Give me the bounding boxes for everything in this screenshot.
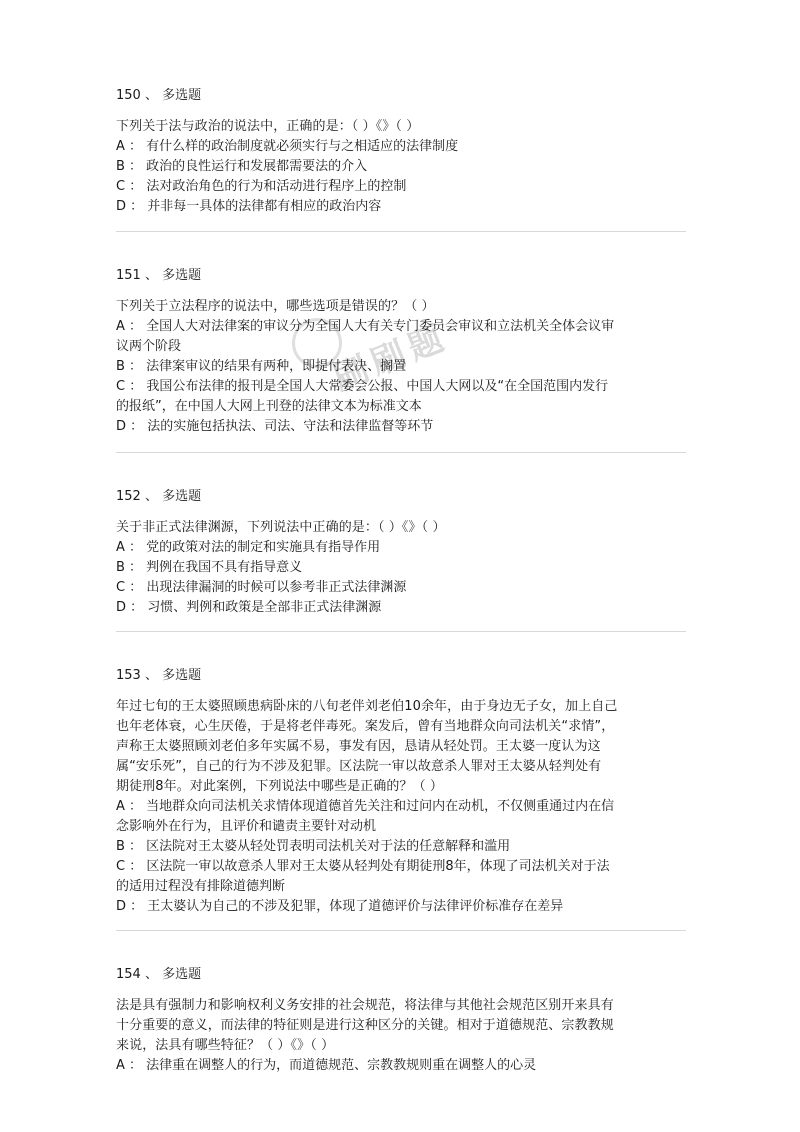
option-c: C ： 区法院一审以故意杀人罪对王太婆从轻判处有期徒刑8年，体现了司法机关对于法	[116, 859, 610, 874]
question-type: 多选题	[162, 268, 202, 283]
question-header: 150 、 多选题	[116, 88, 202, 103]
question-stem: 下列关于法与政治的说法中，正确的是：（ ）《》（ ）	[116, 119, 420, 134]
option-a-cont: 念影响外在行为，且评价和谴责主要针对动机	[116, 819, 377, 834]
question-152	[116, 487, 686, 618]
option-d: D ： 并非每一具体的法律都有相应的政治内容	[116, 199, 382, 214]
watermark: 刷刷题	[328, 316, 455, 399]
question-stem-line: 属“安乐死”，自己的行为不涉及犯罪。区法院一审以故意杀人罪对王太婆从轻判处有	[116, 759, 602, 774]
question-154	[116, 965, 686, 1076]
option-b: B ： 判例在我国不具有指导意义	[116, 560, 303, 575]
divider	[116, 631, 686, 632]
question-number: 153	[116, 668, 141, 683]
question-151	[116, 266, 686, 437]
question-stem-line: 十分重要的意义，而法律的特征则是进行这种区分的关键。相对于道德规范、宗教教规	[116, 1018, 614, 1033]
question-stem-line: 年过七旬的王太婆照顾患病卧床的八旬老伴刘老伯10余年，由于身边无子女，加上自己	[116, 699, 618, 714]
option-a-cont: 议两个阶段	[116, 339, 182, 354]
question-stem-line: 期徒刑8年。对此案例，下列说法中哪些是正确的？（ ）	[116, 779, 444, 794]
question-type: 多选题	[162, 967, 202, 982]
question-stem-line: 也年老体衰，心生厌倦，于是将老伴毒死。案发后，曾有当地群众向司法机关“求情”，	[116, 719, 615, 734]
question-header: 152 、 多选题	[116, 489, 202, 504]
question-header: 154 、 多选题	[116, 967, 202, 982]
question-stem-line: 法是具有强制力和影响权利义务安排的社会规范，将法律与其他社会规范区别开来具有	[116, 998, 614, 1013]
option-c: C ： 我国公布法律的报刊是全国人大常委会公报、中国人大网以及“在全国范围内发行	[116, 379, 609, 394]
option-b: B ： 政治的良性运行和发展都需要法的介入	[116, 159, 368, 174]
question-number: 152	[116, 489, 141, 504]
option-c-cont: 的报纸”，在中国人大网上刊登的法律文本为标准文本	[116, 399, 422, 414]
question-stem: 关于非正式法律渊源，下列说法中正确的是：（ ）《》（ ）	[116, 520, 446, 535]
option-c: C ： 法对政治角色的行为和活动进行程序上的控制	[116, 179, 407, 194]
option-a: A ： 全国人大对法律案的审议分为全国人大有关专门委员会审议和立法机关全体会议审	[116, 319, 615, 334]
question-header: 151 、 多选题	[116, 268, 202, 283]
option-a: A ： 法律重在调整人的行为，而道德规范、宗教教规则重在调整人的心灵	[116, 1058, 537, 1073]
question-header: 153 、 多选题	[116, 668, 202, 683]
question-stem: 下列关于立法程序的说法中，哪些选项是错误的？（ ）	[116, 299, 435, 314]
question-number: 154	[116, 967, 141, 982]
option-c: C ： 出现法律漏洞的时候可以参考非正式法律渊源	[116, 580, 407, 595]
option-d: D ： 王太婆认为自己的不涉及犯罪，体现了道德评价与法律评价标准存在差异	[116, 899, 564, 914]
question-153	[116, 666, 686, 917]
divider	[116, 231, 686, 232]
divider	[116, 452, 686, 453]
option-b: B ： 法律案审议的结果有两种，即提付表决、搁置	[116, 359, 407, 374]
question-stem-line: 声称王太婆照顾刘老伯多年实属不易，事发有因，恳请从轻处罚。王太婆一度认为这	[116, 739, 601, 754]
question-type: 多选题	[162, 668, 202, 683]
option-d: D ： 法的实施包括执法、司法、守法和法律监督等环节	[116, 419, 434, 434]
option-a: A ： 党的政策对法的制定和实施具有指导作用	[116, 540, 381, 555]
question-number: 151	[116, 268, 141, 283]
question-type: 多选题	[162, 88, 202, 103]
question-150	[116, 86, 686, 217]
question-stem-line: 来说，法具有哪些特征？（ ）《》（ ）	[116, 1038, 335, 1053]
option-a: A ： 当地群众向司法机关求情体现道德首先关注和过问内在动机，不仅侧重通过内在信	[116, 799, 615, 814]
option-d: D ： 习惯、判例和政策是全部非正式法律渊源	[116, 600, 382, 615]
question-type: 多选题	[162, 489, 202, 504]
divider	[116, 930, 686, 931]
option-b: B ： 区法院对王太婆从轻处罚表明司法机关对于法的任意解释和滥用	[116, 839, 511, 854]
option-a: A ： 有什么样的政治制度就必须实行与之相适应的法律制度	[116, 139, 459, 154]
question-number: 150	[116, 88, 141, 103]
option-c-cont: 的适用过程没有排除道德判断	[116, 879, 286, 894]
